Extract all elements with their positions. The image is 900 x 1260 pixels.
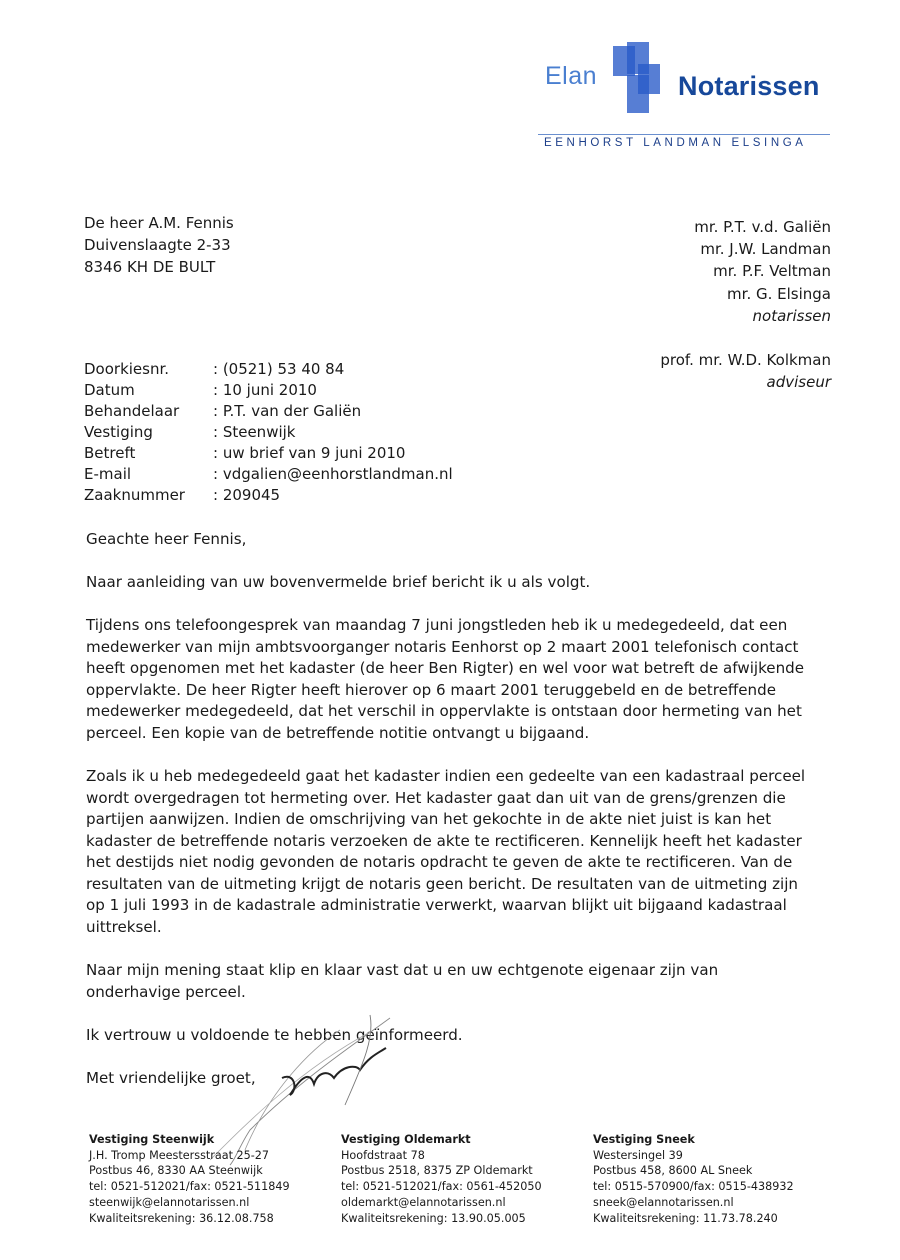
office-line: Kwaliteitsrekening: 36.12.08.758 [89,1211,274,1225]
paragraph: Ik vertrouw u voldoende te hebben geïnformeerd. [86,1025,463,1044]
salutation: Geachte heer Fennis, [86,530,247,548]
partner-name: mr. P.F. Veltman [713,262,831,281]
overlapping-squares-logo-icon [613,42,673,114]
meta-label: Datum [84,381,135,399]
meta-value: : Steenwijk [213,423,296,441]
office-title: Vestiging Oldemarkt [341,1133,471,1146]
advisor-name: prof. mr. W.D. Kolkman [660,351,831,370]
office-line: Westersingel 39 [593,1148,683,1162]
office-title: Vestiging Steenwijk [89,1133,215,1146]
office-line: J.H. Tromp Meestersstraat 25-27 [89,1148,270,1162]
meta-value: : (0521) 53 40 84 [213,360,345,378]
paragraph: Tijdens ons telefoongesprek van maandag 7 juni jongstleden heb ik u medegedeeld, dat een medewerker van mijn ambtsvoorganger notaris Eenhorst op 2 maart 2001 telefonisch contact heeft opgenomen met het kadaster (de heer Ben Rigter) en wel voor wat betreft de afwijkende oppervlakte. De heer Rigter heeft hierover op 6 maart 2001 teruggebeld en de betreffende medewerker medegedeeld, dat het verschil in oppervlakte is ontstaan door hermeting van het perceel. Een kopie van de betreffende notitie ontvangt u bijgaand. [86,615,805,742]
office-email: sneek@elannotarissen.nl [593,1195,734,1209]
office-line: tel: 0521-512021/fax: 0561-452050 [341,1180,542,1194]
office-line: Postbus 46, 8330 AA Steenwijk [89,1164,263,1178]
advisor-role: adviseur [766,373,831,392]
meta-value: : uw brief van 9 juni 2010 [213,444,406,462]
meta-row [84,359,453,380]
closing: Met vriendelijke groet, [86,1068,256,1087]
reference-details [84,359,453,506]
office-steenwijk [89,1132,290,1226]
recipient-city: 8346 KH DE BULT [84,258,216,276]
meta-label: E-mail [84,465,132,483]
office-sneek [593,1132,794,1226]
meta-value: : vdgalien@eenhorstlandman.nl [213,465,453,483]
office-line: tel: 0515-570900/fax: 0515-438932 [593,1180,794,1194]
office-line: Kwaliteitsrekening: 13.90.05.005 [341,1211,526,1225]
meta-row [84,443,453,464]
recipient-name: De heer A.M. Fennis [84,214,234,232]
partner-name: mr. G. Elsinga [727,284,831,303]
paragraph: Naar mijn mening staat klip en klaar vast dat u en uw echtgenote eigenaar zijn van onderhavige perceel. [86,961,719,1001]
office-email: steenwijk@elannotarissen.nl [89,1195,250,1209]
partner-name: mr. P.T. v.d. Galiën [694,218,831,236]
meta-value: : 10 juni 2010 [213,381,317,399]
recipient-address [84,212,234,278]
meta-label: Vestiging [84,423,153,441]
office-title: Vestiging Sneek [593,1133,695,1146]
letterhead-subtitle: EENHORST LANDMAN ELSINGA [544,137,807,149]
meta-row [84,422,453,443]
letterhead-divider [538,134,830,135]
paragraph: Zoals ik u heb medegedeeld gaat het kadaster indien een gedeelte van een kadastraal perceel wordt overgedragen tot hermeting over. Het kadaster gaat dan uit van de grens/grenzen die partijen aanwijzen. Indien de omschrijving van het gekochte in de akte niet juist is kan het kadaster de betreffende notaris verzoeken de akte te rectificeren. Kennelijk heeft het kadaster het destijds niet nodig gevonden de notaris opdracht te geven de akte te rectificeren. Van de resultaten van de uitmeting krijgt de notaris geen bericht. De resultaten van de uitmeting zijn op 1 juli 1993 in de kadastrale administratie verwerkt, waarvan blijkt uit bijgaand kadastraal uittreksel. [86,766,806,937]
office-line: Kwaliteitsrekening: 11.73.78.240 [593,1211,778,1225]
letter-body [86,529,806,1111]
meta-row [84,485,453,506]
paragraph: Naar aanleiding van uw bovenvermelde brief bericht ik u als volgt. [86,572,591,591]
meta-row [84,380,453,401]
partners-role: notarissen [752,306,831,325]
office-line: Postbus 2518, 8375 ZP Oldemarkt [341,1164,533,1178]
meta-label: Zaaknummer [84,486,185,504]
brand-name-elan: Elan [545,62,598,90]
meta-label: Behandelaar [84,402,180,420]
recipient-street: Duivenslaagte 2-33 [84,236,231,254]
meta-row [84,401,453,422]
office-line: tel: 0521-512021/fax: 0521-511849 [89,1180,290,1194]
office-oldemarkt [341,1132,542,1226]
partners-list [660,216,831,393]
meta-value: : 209045 [213,486,281,504]
office-email: oldemarkt@elannotarissen.nl [341,1195,506,1209]
meta-label: Betreft [84,444,136,462]
meta-row [84,464,453,485]
meta-value: : P.T. van der Galiën [213,402,362,420]
brand-name-notarissen: Notarissen [678,71,820,101]
office-line: Hoofdstraat 78 [341,1148,425,1162]
office-line: Postbus 458, 8600 AL Sneek [593,1164,753,1178]
partner-name: mr. J.W. Landman [700,240,831,259]
meta-label: Doorkiesnr. [84,360,170,378]
